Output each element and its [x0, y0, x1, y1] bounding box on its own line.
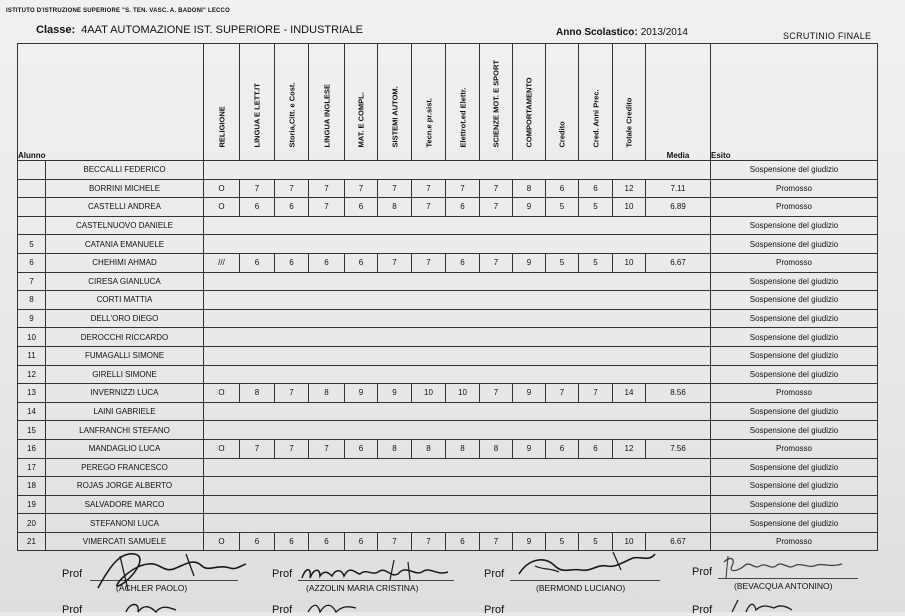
grade-cell: 6 — [345, 253, 378, 272]
prof-prefix: Prof — [692, 604, 713, 616]
empty-grades-cell — [204, 514, 711, 533]
esito-header: Esito — [711, 44, 878, 161]
grade-cell: 7 — [446, 179, 480, 198]
student-name: ROJAS JORGE ALBERTO — [46, 477, 204, 496]
grade-cell: 7 — [240, 439, 275, 458]
grade-cell: 7 — [275, 179, 309, 198]
table-row — [18, 235, 878, 254]
student-name: GIRELLI SIMONE — [46, 365, 204, 384]
grade-cell: 6 — [546, 179, 579, 198]
grade-cell: 7 — [275, 384, 309, 403]
grade-cell: 8 — [378, 439, 412, 458]
subject-header — [345, 44, 378, 161]
student-name: FUMAGALLI SIMONE — [46, 346, 204, 365]
esito-cell: Sospensione del giudizio — [711, 365, 878, 384]
grade-cell: 10 — [446, 384, 480, 403]
grade-cell: 7 — [412, 179, 446, 198]
table-row — [18, 309, 878, 328]
scrutinio-title: SCRUTINIO FINALE — [783, 31, 872, 41]
grade-cell: 7 — [480, 198, 513, 217]
esito-cell: Sospensione del giudizio — [711, 328, 878, 347]
grade-cell: 8 — [378, 198, 412, 217]
grade-cell: 12 — [613, 439, 646, 458]
subject-header-label: SCIENZE MOT. E SPORT — [491, 59, 501, 148]
media-cell: 6.89 — [646, 198, 711, 217]
row-number: 10 — [18, 328, 46, 347]
grade-cell: O — [204, 532, 240, 551]
prof-prefix: Prof — [484, 604, 505, 616]
signature-area — [0, 548, 905, 616]
grade-cell: 6 — [275, 198, 309, 217]
subject-header-label: SISTEMI AUTOM. — [390, 86, 399, 148]
prof-prefix: Prof — [272, 568, 293, 580]
row-number: 18 — [18, 477, 46, 496]
grade-cell: 7 — [480, 253, 513, 272]
table-row — [18, 328, 878, 347]
signature-azzolin — [298, 554, 458, 594]
school-year — [556, 27, 688, 38]
empty-grades-cell — [204, 328, 711, 347]
school-year-label: Anno Scolastico: — [556, 27, 638, 38]
row-number: 13 — [18, 384, 46, 403]
table-row — [18, 161, 878, 180]
row-number: 16 — [18, 439, 46, 458]
media-cell: 6.67 — [646, 532, 711, 551]
grade-cell: 9 — [513, 532, 546, 551]
table-row — [18, 346, 878, 365]
grade-cell: 14 — [613, 384, 646, 403]
subject-header — [513, 44, 546, 161]
table-row — [18, 198, 878, 217]
media-header: Media — [646, 44, 711, 161]
grade-cell: 7 — [345, 179, 378, 198]
table-row — [18, 458, 878, 477]
grade-cell: 6 — [275, 253, 309, 272]
esito-cell: Sospensione del giudizio — [711, 309, 878, 328]
table-row — [18, 514, 878, 533]
grade-cell: 9 — [513, 253, 546, 272]
grade-cell: 10 — [412, 384, 446, 403]
subject-header — [412, 44, 446, 161]
table-row — [18, 439, 878, 458]
subject-header-label: LINGUA E LETT.IT — [252, 83, 262, 148]
student-name: PEREGO FRANCESCO — [46, 458, 204, 477]
grade-cell: 9 — [513, 198, 546, 217]
media-cell: 7.11 — [646, 179, 711, 198]
subject-header — [613, 44, 646, 161]
table-row — [18, 179, 878, 198]
subject-header — [204, 44, 240, 161]
grade-cell: 7 — [309, 439, 345, 458]
table-row — [18, 402, 878, 421]
grade-cell: 6 — [275, 532, 309, 551]
prof-prefix: Prof — [62, 604, 83, 616]
esito-cell: Sospensione del giudizio — [711, 235, 878, 254]
grade-cell: 5 — [579, 253, 613, 272]
subject-header-label: Tecn.e pr.sist. — [424, 98, 433, 148]
media-cell: 7.56 — [646, 439, 711, 458]
esito-cell: Promosso — [711, 198, 878, 217]
grade-cell: 10 — [613, 198, 646, 217]
grade-cell: 5 — [546, 532, 579, 551]
grade-cell: 7 — [412, 198, 446, 217]
prof-name: (BERMOND LUCIANO) — [536, 583, 626, 593]
table-row — [18, 272, 878, 291]
grade-cell: 6 — [546, 439, 579, 458]
subject-header-label: Credito — [557, 121, 567, 148]
student-name: CATANIA EMANUELE — [46, 235, 204, 254]
grade-cell: 10 — [613, 532, 646, 551]
esito-cell: Sospensione del giudizio — [711, 216, 878, 235]
grade-cell: 8 — [446, 439, 480, 458]
empty-grades-cell — [204, 458, 711, 477]
student-name: BECCALLI FEDERICO — [46, 161, 204, 180]
table-row — [18, 365, 878, 384]
esito-cell: Sospensione del giudizio — [711, 514, 878, 533]
grade-cell: 6 — [579, 439, 613, 458]
grade-cell: 7 — [480, 532, 513, 551]
empty-grades-cell — [204, 477, 711, 496]
header-row — [18, 44, 878, 161]
esito-cell: Sospensione del giudizio — [711, 291, 878, 310]
student-name: LANFRANCHI STEFANO — [46, 421, 204, 440]
esito-cell: Promosso — [711, 179, 878, 198]
student-name: CIRESA GIANLUCA — [46, 272, 204, 291]
grade-cell: 7 — [240, 179, 275, 198]
grade-cell: 5 — [579, 198, 613, 217]
row-number: 14 — [18, 402, 46, 421]
grade-cell: 7 — [546, 384, 579, 403]
table-row — [18, 421, 878, 440]
row-number: 9 — [18, 309, 46, 328]
esito-cell: Sospensione del giudizio — [711, 161, 878, 180]
subject-header-label: COMPORTAMENTO — [524, 77, 534, 148]
student-name: BORRINI MICHELE — [46, 179, 204, 198]
alunno-header: Alunno — [18, 44, 204, 161]
empty-grades-cell — [204, 402, 711, 421]
row-number: 17 — [18, 458, 46, 477]
subject-header-label: MAT. E COMPL. — [356, 92, 366, 148]
esito-cell: Sospensione del giudizio — [711, 495, 878, 514]
grade-cell: 6 — [345, 198, 378, 217]
esito-cell: Sospensione del giudizio — [711, 421, 878, 440]
esito-cell: Promosso — [711, 532, 878, 551]
student-name: SALVADORE MARCO — [46, 495, 204, 514]
grade-cell: 8 — [480, 439, 513, 458]
prof-prefix: Prof — [692, 566, 713, 578]
empty-grades-cell — [204, 495, 711, 514]
subject-header — [309, 44, 345, 161]
grade-cell: 8 — [513, 179, 546, 198]
student-name: STEFANONI LUCA — [46, 514, 204, 533]
subject-header-label: RELIGIONE — [217, 106, 226, 148]
subject-header — [546, 44, 579, 161]
esito-cell: Promosso — [711, 253, 878, 272]
prof-name: (ACHLER PAOLO) — [116, 583, 188, 593]
subject-header — [480, 44, 513, 161]
esito-cell: Sospensione del giudizio — [711, 272, 878, 291]
prof-name: (AZZOLIN MARIA CRISTINA) — [306, 583, 419, 593]
grade-cell: /// — [204, 253, 240, 272]
table-row — [18, 495, 878, 514]
grade-cell: 9 — [345, 384, 378, 403]
grade-cell: 8 — [240, 384, 275, 403]
subject-header-label: Storia,Citt. e Cost. — [287, 82, 296, 148]
subject-header-label: Totale Credito — [624, 97, 634, 148]
row-number: 20 — [18, 514, 46, 533]
grade-cell: 8 — [412, 439, 446, 458]
empty-grades-cell — [204, 161, 711, 180]
table-row — [18, 384, 878, 403]
student-name: DELL'ORO DIEGO — [46, 309, 204, 328]
class-title — [36, 24, 363, 36]
row-number: 19 — [18, 495, 46, 514]
subject-header — [378, 44, 412, 161]
empty-grades-cell — [204, 235, 711, 254]
prof-prefix: Prof — [484, 568, 505, 580]
grade-cell: 7 — [412, 253, 446, 272]
esito-cell: Sospensione del giudizio — [711, 477, 878, 496]
row-number: 12 — [18, 365, 46, 384]
esito-cell: Promosso — [711, 384, 878, 403]
student-name: DEROCCHI RICCARDO — [46, 328, 204, 347]
grade-cell: 7 — [480, 179, 513, 198]
signature-bermond — [515, 548, 665, 588]
table-row — [18, 477, 878, 496]
empty-grades-cell — [204, 216, 711, 235]
student-name: MANDAGLIO LUCA — [46, 439, 204, 458]
grade-cell: 10 — [613, 253, 646, 272]
grade-cell: 7 — [378, 532, 412, 551]
prof-prefix: Prof — [62, 568, 83, 580]
school-name: ISTITUTO D'ISTRUZIONE SUPERIORE "S. TEN. VASC. A. BADONI" LECCO — [6, 8, 230, 14]
student-name: CORTI MATTIA — [46, 291, 204, 310]
subject-header — [579, 44, 613, 161]
row-number: 5 — [18, 235, 46, 254]
row-number — [18, 179, 46, 198]
student-name: CASTELNUOVO DANIELE — [46, 216, 204, 235]
esito-cell: Promosso — [711, 439, 878, 458]
student-name: CHEHIMI AHMAD — [46, 253, 204, 272]
grade-cell: 6 — [446, 253, 480, 272]
subject-header-label: Cred. Anni Prec. — [591, 89, 600, 148]
grade-cell: 7 — [579, 384, 613, 403]
grade-cell: 6 — [240, 198, 275, 217]
subject-header — [446, 44, 480, 161]
table-row — [18, 253, 878, 272]
grade-cell: 6 — [240, 532, 275, 551]
row-number: 11 — [18, 346, 46, 365]
row-number — [18, 216, 46, 235]
student-rows — [18, 161, 878, 551]
signature-bevacqua — [718, 552, 858, 588]
grade-cell: 6 — [240, 253, 275, 272]
grade-cell: 6 — [309, 532, 345, 551]
grade-cell: 12 — [613, 179, 646, 198]
student-name: INVERNIZZI LUCA — [46, 384, 204, 403]
class-label: Classe: — [36, 24, 76, 36]
grade-cell: 5 — [546, 253, 579, 272]
signature-row2-4 — [726, 598, 806, 612]
grade-cell: 7 — [275, 439, 309, 458]
row-number: 6 — [18, 253, 46, 272]
row-number: 15 — [18, 421, 46, 440]
grade-cell: 5 — [579, 532, 613, 551]
media-cell: 6.67 — [646, 253, 711, 272]
school-year-value: 2013/2014 — [640, 27, 688, 38]
prof-name: (BEVACQUA ANTONINO) — [734, 581, 833, 591]
subject-header-label: Elettrot.ed Elettr. — [458, 87, 467, 148]
prof-prefix: Prof — [272, 604, 293, 616]
grades-table — [17, 43, 878, 551]
grade-cell: O — [204, 439, 240, 458]
signature-achler — [90, 546, 250, 596]
table-row — [18, 291, 878, 310]
grade-cell: 9 — [378, 384, 412, 403]
media-cell: 8.56 — [646, 384, 711, 403]
grade-cell: 6 — [345, 532, 378, 551]
grade-cell: 9 — [513, 384, 546, 403]
row-number — [18, 198, 46, 217]
student-name: CASTELLI ANDREA — [46, 198, 204, 217]
empty-grades-cell — [204, 421, 711, 440]
table-row — [18, 216, 878, 235]
grade-cell: 9 — [513, 439, 546, 458]
empty-grades-cell — [204, 291, 711, 310]
grade-cell: 6 — [446, 532, 480, 551]
empty-grades-cell — [204, 365, 711, 384]
grade-cell: 7 — [412, 532, 446, 551]
esito-cell: Sospensione del giudizio — [711, 458, 878, 477]
grade-cell: 7 — [480, 384, 513, 403]
grade-cell: 5 — [546, 198, 579, 217]
grade-cell: 6 — [579, 179, 613, 198]
row-number — [18, 161, 46, 180]
empty-grades-cell — [204, 272, 711, 291]
student-name: VIMERCATI SAMUELE — [46, 532, 204, 551]
grade-cell: 7 — [309, 179, 345, 198]
class-value: 4AAT AUTOMAZIONE IST. SUPERIORE - INDUSTRIALE — [81, 24, 363, 36]
grade-cell: 7 — [378, 253, 412, 272]
grade-cell: 8 — [309, 384, 345, 403]
grade-cell: 7 — [309, 198, 345, 217]
row-number: 8 — [18, 291, 46, 310]
subject-header — [275, 44, 309, 161]
grade-cell: O — [204, 179, 240, 198]
grade-cell: 6 — [309, 253, 345, 272]
esito-cell: Sospensione del giudizio — [711, 402, 878, 421]
grade-cell: O — [204, 198, 240, 217]
grade-cell: O — [204, 384, 240, 403]
row-number: 21 — [18, 532, 46, 551]
subject-header — [240, 44, 275, 161]
grade-cell: 6 — [446, 198, 480, 217]
row-number: 7 — [18, 272, 46, 291]
grade-cell: 7 — [378, 179, 412, 198]
subject-header-label: LINGUA INGLESE — [322, 84, 331, 148]
esito-cell: Sospensione del giudizio — [711, 346, 878, 365]
empty-grades-cell — [204, 309, 711, 328]
grade-cell: 6 — [345, 439, 378, 458]
empty-grades-cell — [204, 346, 711, 365]
student-name: LAINI GABRIELE — [46, 402, 204, 421]
